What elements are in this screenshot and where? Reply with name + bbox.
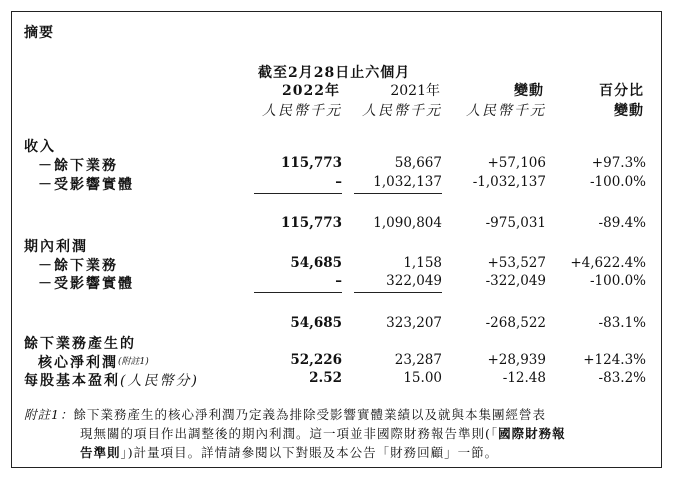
row-label-core-profit bbox=[38, 352, 149, 372]
rule-revenue-2021 bbox=[354, 193, 442, 194]
footnote-ifrs-bold-1: 國際財務報 bbox=[498, 426, 566, 441]
change-header: 變動 bbox=[514, 83, 544, 99]
cell-revenue-remaining-2022: 115,773 bbox=[280, 155, 342, 171]
cell-profit-remaining-change: +53,527 bbox=[487, 255, 546, 271]
pct-header-line2: 變動 bbox=[614, 103, 644, 119]
cell-revenue-total-2021: 1,090,804 bbox=[373, 215, 442, 231]
cell-profit-remaining-2021: 1,158 bbox=[403, 255, 442, 271]
row-label-eps bbox=[24, 370, 199, 390]
cell-core-profit-2022: 52,226 bbox=[290, 352, 342, 368]
cell-profit-total-change: -268,522 bbox=[485, 315, 546, 331]
cell-revenue-affected-2021: 1,032,137 bbox=[373, 174, 442, 190]
footnote-text-2a: 現無關的項目作出調整後的期內利潤。這一項並非國際財務報告準則(「 bbox=[80, 426, 499, 441]
cell-profit-affected-2022: – bbox=[335, 273, 342, 289]
cell-profit-affected-change: -322,049 bbox=[485, 273, 546, 289]
cell-revenue-remaining-pct: +97.3% bbox=[591, 155, 646, 171]
footnote-lead: 附註1： bbox=[24, 407, 74, 422]
cell-profit-total-2022: 54,685 bbox=[290, 315, 342, 331]
cell-eps-change: -12.48 bbox=[502, 370, 546, 386]
row-label-revenue-remaining: －餘下業務 bbox=[38, 158, 118, 174]
rule-revenue-2022 bbox=[254, 193, 342, 194]
cell-revenue-affected-2022: – bbox=[335, 174, 342, 190]
cell-profit-total-2021: 323,207 bbox=[386, 315, 442, 331]
rule-profit-2022 bbox=[254, 292, 342, 293]
cell-revenue-affected-change: -1,032,137 bbox=[472, 174, 546, 190]
row-label-profit: 期內利潤 bbox=[24, 239, 88, 255]
cell-eps-2021: 15.00 bbox=[403, 370, 442, 386]
cell-core-profit-change: +28,939 bbox=[487, 352, 546, 368]
cell-core-profit-pct: +124.3% bbox=[583, 352, 646, 368]
footnote-line1 bbox=[24, 405, 546, 424]
row-label-profit-remaining: －餘下業務 bbox=[38, 258, 118, 274]
section-title: 摘要 bbox=[24, 25, 54, 41]
cell-revenue-total-2022: 115,773 bbox=[280, 215, 342, 231]
footnote-ifrs-bold-2: 告準則 bbox=[80, 445, 121, 460]
rule-profit-2021 bbox=[354, 292, 442, 293]
cell-revenue-affected-pct: -100.0% bbox=[589, 174, 646, 190]
core-profit-text: 核心淨利潤 bbox=[38, 355, 118, 371]
footnote-text-3: 」)計量項目。詳情請參閱以下對賬及本公告「財務回顧」一節。 bbox=[120, 445, 499, 460]
row-label-core-profit-line1: 餘下業務產生的 bbox=[24, 336, 136, 352]
cell-revenue-remaining-2021: 58,667 bbox=[394, 155, 442, 171]
unit-2022: 人民幣千元 bbox=[262, 103, 342, 119]
footnote-line2 bbox=[80, 424, 566, 443]
period-header: 截至2月28日止六個月 bbox=[258, 65, 411, 81]
unit-change: 人民幣千元 bbox=[466, 103, 546, 119]
cell-profit-total-pct: -83.1% bbox=[598, 315, 646, 331]
year-2022-header: 2022年 bbox=[282, 83, 340, 99]
cell-profit-affected-2021: 322,049 bbox=[386, 273, 442, 289]
note-ref: (附註1) bbox=[118, 357, 149, 367]
cell-profit-remaining-pct: +4,622.4% bbox=[570, 255, 646, 271]
cell-revenue-total-change: -975,031 bbox=[485, 215, 546, 231]
row-label-revenue: 收入 bbox=[24, 139, 56, 155]
cell-eps-pct: -83.2% bbox=[598, 370, 646, 386]
row-label-profit-affected: －受影響實體 bbox=[38, 276, 134, 292]
year-2021-header: 2021年 bbox=[390, 83, 440, 99]
pct-header-line1: 百分比 bbox=[599, 83, 644, 99]
cell-revenue-total-pct: -89.4% bbox=[598, 215, 646, 231]
cell-profit-remaining-2022: 54,685 bbox=[290, 255, 342, 271]
cell-revenue-remaining-change: +57,106 bbox=[487, 155, 546, 171]
row-label-revenue-affected: －受影響實體 bbox=[38, 177, 134, 193]
cell-eps-2022: 2.52 bbox=[309, 370, 342, 386]
cell-core-profit-2021: 23,287 bbox=[394, 352, 442, 368]
unit-2021: 人民幣千元 bbox=[362, 103, 442, 119]
cell-profit-affected-pct: -100.0% bbox=[589, 273, 646, 289]
eps-text: 每股基本盈利 bbox=[24, 373, 120, 389]
footnote-line3 bbox=[80, 443, 498, 462]
footnote-text-1: 餘下業務產生的核心淨利潤乃定義為排除受影響實體業績以及就與本集團經營表 bbox=[73, 407, 546, 422]
eps-unit: (人民幣分) bbox=[120, 373, 199, 389]
